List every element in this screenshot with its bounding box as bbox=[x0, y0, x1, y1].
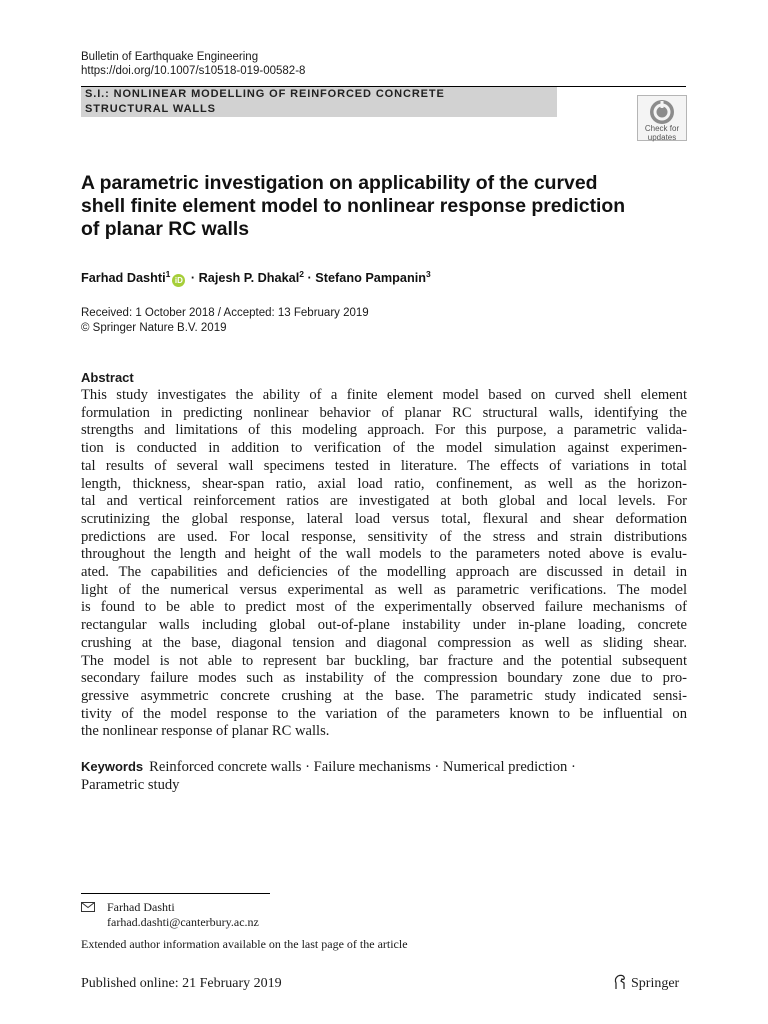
footnote-rule bbox=[81, 893, 270, 894]
abstract-line: rectangular walls including global out-of-plane instability under in-plane loading, concrete bbox=[81, 617, 687, 634]
check-for-text: Check for bbox=[644, 124, 680, 133]
extended-author-info: Extended author information available on the last page of the article bbox=[81, 937, 408, 951]
keywords-list: Reinforced concrete walls · Failure mechanisms · Numerical prediction · bbox=[149, 759, 576, 775]
special-issue-line: STRUCTURAL WALLS bbox=[85, 103, 216, 115]
keywords bbox=[81, 758, 687, 794]
keywords-label: Keywords bbox=[81, 759, 144, 774]
abstract-line: gressive asymmetric concrete crushing at the base. The parametric study indicated sensi- bbox=[81, 687, 687, 704]
special-issue-banner bbox=[81, 87, 557, 117]
envelope-icon bbox=[81, 902, 95, 912]
abstract-line: secondary failure modes such as instability of the compression boundary zone due to pro- bbox=[81, 670, 687, 687]
affiliation-mark: 3 bbox=[425, 269, 431, 279]
abstract-line: predictions are used. For local response, sensitivity of the stress and strain distributions bbox=[81, 528, 687, 545]
received-accepted: Received: 1 October 2018 / Accepted: 13 February 2019 bbox=[81, 307, 369, 319]
author-name[interactable]: Stefano Pampanin bbox=[315, 271, 426, 285]
abstract-line: tion is conducted in addition to verification of the model simulation against experimen- bbox=[81, 440, 687, 457]
crossmark-icon bbox=[649, 99, 675, 125]
abstract-line: tal and vertical reinforcement ratios are investigated at both global and local levels. For bbox=[81, 493, 687, 510]
abstract-line: The model is not able to represent bar buckling, bar fracture and the potential subsequent bbox=[81, 652, 687, 669]
author-separator: · bbox=[307, 271, 312, 285]
abstract-line: length, thickness, shear-span ratio, axial load ratio, confinement, as well as the horizon- bbox=[81, 475, 687, 492]
abstract-line: tivity of the model response to the variation of the parameters known to be influential on bbox=[81, 705, 687, 722]
copyright: © Springer Nature B.V. 2019 bbox=[81, 322, 227, 334]
corresponding-author-name: Farhad Dashti bbox=[107, 900, 175, 914]
abstract-text bbox=[81, 387, 687, 741]
abstract-line: crushing at the base, diagonal tension and diagonal compression as well as sliding shear. bbox=[81, 634, 687, 651]
author-name[interactable]: Rajesh P. Dhakal bbox=[198, 271, 300, 285]
abstract-line: formulation in predicting nonlinear behavior of planar RC structural walls, identifying the bbox=[81, 404, 687, 421]
published-online: Published online: 21 February 2019 bbox=[81, 976, 282, 991]
article-title bbox=[81, 172, 681, 241]
abstract-line: scrutinizing the global response, lateral load versus total, flexural and shear deformation bbox=[81, 510, 687, 527]
publisher-logo bbox=[613, 974, 679, 993]
springer-horse-icon bbox=[613, 974, 627, 990]
author-name[interactable]: Farhad Dashti bbox=[81, 271, 166, 285]
publisher-name: Springer bbox=[631, 976, 680, 991]
keywords-line: Parametric study bbox=[81, 777, 180, 793]
abstract-line: light of the numerical versus experimental as well as parametric verifications. The model bbox=[81, 581, 687, 598]
author-list bbox=[81, 265, 431, 287]
abstract-line: the nonlinear response of planar RC walls. bbox=[81, 723, 330, 740]
author-separator: · bbox=[190, 271, 196, 285]
title-line: shell finite element model to nonlinear response prediction bbox=[81, 195, 626, 217]
abstract-line: This study investigates the ability of a finite element model based on curved shell element bbox=[81, 387, 687, 403]
abstract-heading: Abstract bbox=[81, 370, 134, 385]
updates-text: updates bbox=[647, 132, 677, 142]
abstract-line: throughout the length and height of the wall models to the parameters noted above is evalu- bbox=[81, 546, 687, 563]
orcid-icon[interactable]: iD bbox=[172, 274, 185, 287]
abstract-line: tal results of several wall specimens tested in literature. The effects of variations in total bbox=[81, 457, 687, 474]
affiliation-mark: 1 bbox=[165, 269, 171, 279]
corresponding-author-email[interactable]: farhad.dashti@canterbury.ac.nz bbox=[107, 915, 259, 929]
keywords-line bbox=[81, 758, 687, 776]
journal-name: Bulletin of Earthquake Engineering bbox=[81, 51, 259, 63]
doi-link[interactable]: https://doi.org/10.1007/s10518-019-00582-8 bbox=[81, 65, 306, 77]
article-dates bbox=[81, 306, 369, 336]
abstract-line: is found to be able to predict most of the experimentally observed failure mechanisms of bbox=[81, 599, 687, 616]
affiliation-mark: 2 bbox=[299, 269, 304, 279]
special-issue-line: S.I.: NONLINEAR MODELLING OF REINFORCED CONCRETE bbox=[85, 88, 445, 100]
title-line: A parametric investigation on applicability of the curved bbox=[81, 172, 598, 194]
check-for-updates-badge[interactable] bbox=[637, 95, 687, 141]
abstract-line: strengths and limitations of this modeling approach. For this purpose, a parametric valida- bbox=[81, 422, 687, 439]
title-line: of planar RC walls bbox=[81, 218, 250, 240]
abstract-line: ated. The capabilities and deficiencies of the modelling approach are discussed in detail in bbox=[81, 564, 687, 581]
